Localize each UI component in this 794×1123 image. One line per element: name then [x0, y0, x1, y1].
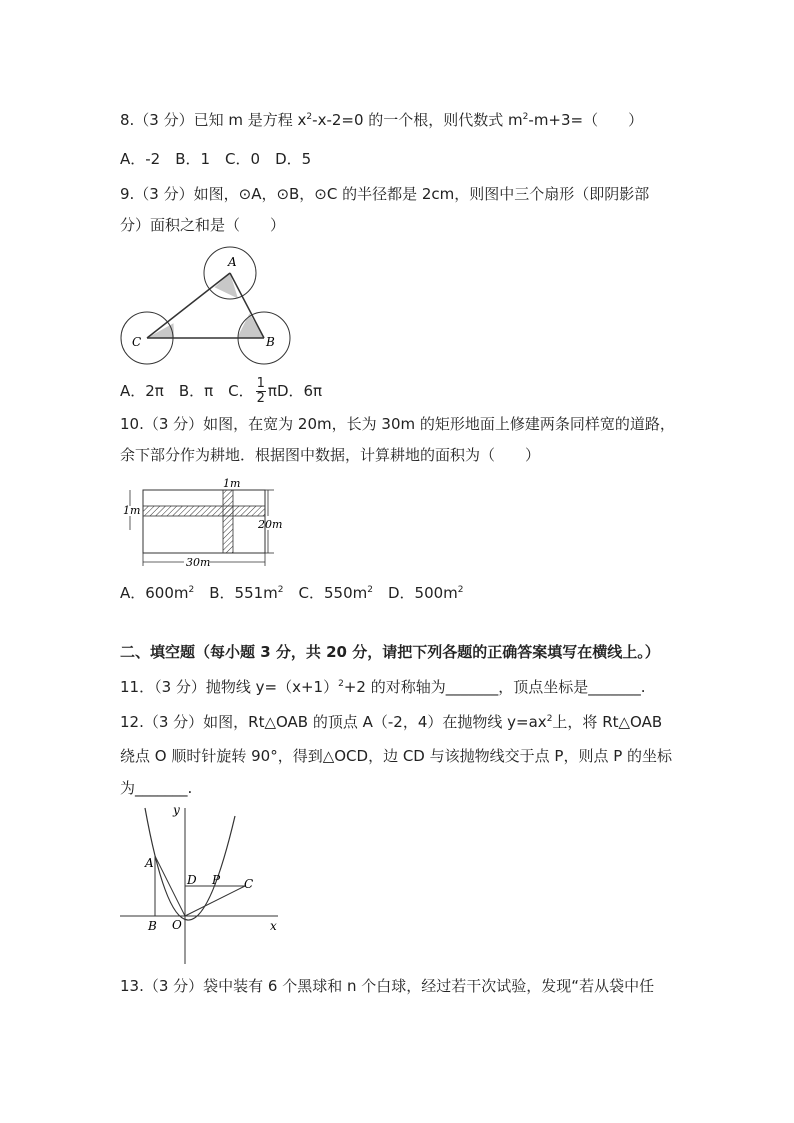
- q10-label-road-top: 1m: [223, 477, 241, 490]
- q13-stem-line1: 13.（3 分）袋中装有 6 个黑球和 n 个白球，经过若干次试验，发现“若从袋中任: [120, 977, 655, 995]
- q10-road-horizontal: [143, 506, 265, 516]
- q12-label-c: C: [244, 877, 254, 891]
- q10-figure: [118, 474, 290, 574]
- q9-stem-line2: 分）面积之和是（ ）: [120, 216, 286, 234]
- q12-stem-line3: 为_______.: [120, 779, 193, 797]
- q9-figure: [118, 240, 294, 368]
- q12-label-b: B: [148, 919, 157, 933]
- q9-fraction: $\frac{1}{2}$: [256, 376, 265, 406]
- q9-options: A．2π B．π C． $\frac{1}{2}$ πD．6π: [120, 376, 323, 406]
- q9-label-c: C: [132, 335, 142, 349]
- q12-stem-line1: 12.（3 分）如图，Rt△OAB 的顶点 A（-2，4）在抛物线 $y=ax^2$上，将 Rt△OAB: [120, 713, 663, 731]
- q12-figure: [118, 800, 294, 968]
- q9-label-a: A: [228, 255, 237, 269]
- q12-label-a: A: [145, 856, 154, 870]
- q10-label-length: 30m: [186, 556, 211, 569]
- q12-label-p: P: [212, 873, 221, 887]
- q10-stem-line2: 余下部分作为耕地．根据图中数据，计算耕地的面积为（ ）: [120, 446, 541, 464]
- q12-label-d: D: [187, 873, 197, 887]
- q9-stem-line1: 9.（3 分）如图，⊙A，⊙B，⊙C 的半径都是 2cm，则图中三个扇形（即阴影部: [120, 185, 650, 203]
- q10-road-vertical: [223, 490, 233, 553]
- q10-stem-line1: 10.（3 分）如图，在宽为 20m，长为 30m 的矩形地面上修建两条同样宽的道路，: [120, 415, 675, 433]
- q12-stem-line2: 绕点 O 顺时针旋转 90°，得到△OCD，边 CD 与该抛物线交于点 P，则点 P 的坐标: [120, 747, 673, 765]
- q9-side-ac: [147, 273, 230, 338]
- q10-label-width: 20m: [258, 518, 283, 531]
- section2-heading: 二、填空题（每小题 3 分，共 20 分，请把下列各题的正确答案填写在横线上。）: [120, 643, 660, 661]
- q11-stem: 11．（3 分）抛物线 $y=(x+1)^2+2$ 的对称轴为_______，顶点坐标是_______.: [120, 678, 646, 696]
- q12-label-y: y: [173, 803, 180, 817]
- q12-label-o: O: [172, 918, 182, 932]
- q8-stem: 8.（3 分）已知 m 是方程 $x^2-x-2=0$ 的一个根，则代数式 $m^2-m+3=$（ ）: [120, 111, 644, 129]
- q10-options: A．$600m^2$ B．$551m^2$ C．$550m^2$ D．$500m^2$: [120, 584, 464, 602]
- q9-label-b: B: [266, 335, 275, 349]
- q12-label-x: x: [270, 919, 277, 933]
- q8-options: A．-2 B．1 C．0 D．5: [120, 150, 312, 168]
- q10-field: [143, 490, 265, 553]
- q10-label-road-left: 1m: [123, 504, 141, 517]
